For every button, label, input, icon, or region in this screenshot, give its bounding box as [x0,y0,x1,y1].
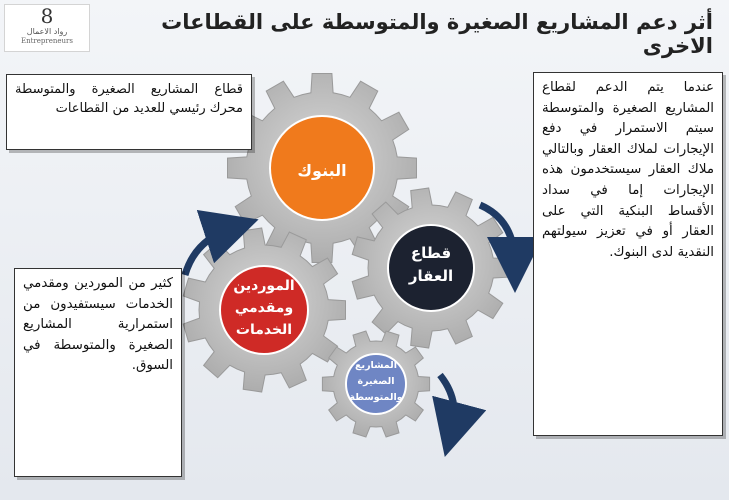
label-real-estate-1: قطاع [410,244,452,262]
real-estate-explanation-box: عندما يتم الدعم لقطاع المشاريع الصغيرة والمتوسطة سيتم الاستمرار في دفع الإيجارات لملاك العقار وبالتالي ملاك العقار سيستخدمون هذه الإيجارات إما في سداد الأقساط البنكية التي على العقار أو في تعزيز سيولتهم النقدية لدى البنوك. [533,72,723,436]
sme-driver-box: قطاع المشاريع الصغيرة والمتوسطة محرك رئيسي للعديد من القطاعات [6,74,252,150]
label-suppliers-2: ومقدمي [234,300,294,316]
page-title: أثر دعم المشاريع الصغيرة والمتوسطة على القطاعات الاخرى [161,10,713,58]
logo-arabic-text: رواد الاعمال [26,27,68,36]
logo-english-text: Entrepreneurs [21,37,73,45]
label-suppliers-3: الخدمات [235,322,293,338]
logo-mark: 8 [40,4,54,28]
label-sme-1: المشاريع [355,360,397,371]
label-suppliers-1: الموردين [233,278,295,294]
suppliers-explanation-box: كثير من الموردين ومقدمي الخدمات سيستفيدون من استمرارية المشاريع الصغيرة والمتوسطة في السوق. [14,268,182,477]
label-real-estate-2: العقار [408,267,454,285]
arrow-bottom [440,375,454,430]
label-banks: البنوك [297,161,347,180]
label-sme-3: والمتوسطة [349,392,403,403]
label-sme-2: الصغيرة [357,376,395,387]
